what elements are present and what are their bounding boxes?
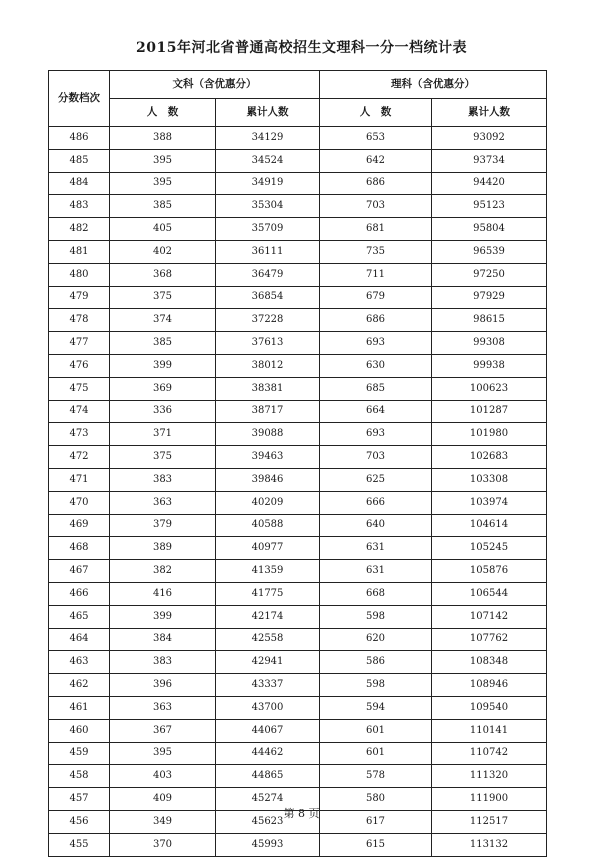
wen-cumulative-cell: 41359 bbox=[216, 560, 320, 583]
wen-count-cell: 363 bbox=[110, 696, 216, 719]
wen-count-cell: 396 bbox=[110, 674, 216, 697]
score-table bbox=[48, 70, 547, 857]
wen-count-cell: 395 bbox=[110, 742, 216, 765]
table-row bbox=[49, 514, 547, 537]
table-row bbox=[49, 674, 547, 697]
score-cell: 475 bbox=[49, 377, 110, 400]
score-cell: 468 bbox=[49, 537, 110, 560]
table-header bbox=[49, 71, 547, 127]
li-count-cell: 620 bbox=[320, 628, 432, 651]
wen-cumulative-cell: 40977 bbox=[216, 537, 320, 560]
li-cumulative-cell: 108348 bbox=[432, 651, 547, 674]
wen-group-header: 文科（含优惠分） bbox=[110, 71, 320, 99]
wen-count-cell: 370 bbox=[110, 833, 216, 856]
wen-count-cell: 375 bbox=[110, 286, 216, 309]
wen-cumulative-cell: 44067 bbox=[216, 719, 320, 742]
li-count-cell: 625 bbox=[320, 468, 432, 491]
li-count-cell: 642 bbox=[320, 149, 432, 172]
li-group-header: 理科（含优惠分） bbox=[320, 71, 547, 99]
li-cumulative-cell: 110141 bbox=[432, 719, 547, 742]
wen-count-cell: 384 bbox=[110, 628, 216, 651]
score-cell: 485 bbox=[49, 149, 110, 172]
wen-cumulative-cell: 40209 bbox=[216, 491, 320, 514]
wen-cumulative-cell: 37613 bbox=[216, 332, 320, 355]
table-row bbox=[49, 651, 547, 674]
wen-cumulative-cell: 34524 bbox=[216, 149, 320, 172]
table-row bbox=[49, 742, 547, 765]
table-row bbox=[49, 537, 547, 560]
li-cumulative-cell: 106544 bbox=[432, 582, 547, 605]
li-count-cell: 686 bbox=[320, 172, 432, 195]
score-cell: 480 bbox=[49, 263, 110, 286]
score-cell: 483 bbox=[49, 195, 110, 218]
li-count-cell: 640 bbox=[320, 514, 432, 537]
wen-cumulative-cell: 36479 bbox=[216, 263, 320, 286]
li-cumulative-cell: 95123 bbox=[432, 195, 547, 218]
wen-cumulative-cell: 45623 bbox=[216, 810, 320, 833]
wen-count-cell: 336 bbox=[110, 400, 216, 423]
li-cumulative-cell: 100623 bbox=[432, 377, 547, 400]
li-count-cell: 703 bbox=[320, 195, 432, 218]
score-cell: 474 bbox=[49, 400, 110, 423]
li-count-cell: 586 bbox=[320, 651, 432, 674]
wen-cumulative-cell: 34919 bbox=[216, 172, 320, 195]
wen-count-cell: 383 bbox=[110, 651, 216, 674]
li-count-cell: 664 bbox=[320, 400, 432, 423]
score-cell: 464 bbox=[49, 628, 110, 651]
score-cell: 466 bbox=[49, 582, 110, 605]
table-row bbox=[49, 468, 547, 491]
wen-cumulative-cell: 35709 bbox=[216, 218, 320, 241]
page-title: 2015年河北省普通高校招生文理科一分一档统计表 bbox=[136, 40, 467, 56]
wen-count-cell: 363 bbox=[110, 491, 216, 514]
li-count-cell: 580 bbox=[320, 788, 432, 811]
li-count-cell: 693 bbox=[320, 332, 432, 355]
table-row bbox=[49, 605, 547, 628]
wen-cumulative-cell: 38012 bbox=[216, 354, 320, 377]
wen-count-cell: 374 bbox=[110, 309, 216, 332]
wen-count-cell: 399 bbox=[110, 354, 216, 377]
li-cumulative-cell: 109540 bbox=[432, 696, 547, 719]
wen-cumulative-cell: 43700 bbox=[216, 696, 320, 719]
wen-count-cell: 379 bbox=[110, 514, 216, 537]
table-row bbox=[49, 218, 547, 241]
li-count-cell: 668 bbox=[320, 582, 432, 605]
wen-count-cell: 403 bbox=[110, 765, 216, 788]
table-row bbox=[49, 127, 547, 150]
li-count-cell: 679 bbox=[320, 286, 432, 309]
wen-count-header: 人 数 bbox=[110, 99, 216, 127]
wen-count-cell: 383 bbox=[110, 468, 216, 491]
score-cell: 459 bbox=[49, 742, 110, 765]
score-cell: 471 bbox=[49, 468, 110, 491]
score-cell: 458 bbox=[49, 765, 110, 788]
li-count-cell: 686 bbox=[320, 309, 432, 332]
score-cell: 469 bbox=[49, 514, 110, 537]
li-cumulative-cell: 105876 bbox=[432, 560, 547, 583]
li-cumulative-cell: 103974 bbox=[432, 491, 547, 514]
li-cumulative-cell: 104614 bbox=[432, 514, 547, 537]
li-count-cell: 598 bbox=[320, 605, 432, 628]
score-cell: 456 bbox=[49, 810, 110, 833]
li-cumulative-cell: 93734 bbox=[432, 149, 547, 172]
li-count-cell: 666 bbox=[320, 491, 432, 514]
wen-count-cell: 369 bbox=[110, 377, 216, 400]
table-row bbox=[49, 195, 547, 218]
score-column-header: 分数档次 bbox=[49, 71, 110, 127]
li-count-cell: 685 bbox=[320, 377, 432, 400]
li-cumulative-cell: 94420 bbox=[432, 172, 547, 195]
table-row bbox=[49, 240, 547, 263]
li-cumulative-cell: 101980 bbox=[432, 423, 547, 446]
table-body bbox=[49, 127, 547, 857]
li-cumulative-cell: 113132 bbox=[432, 833, 547, 856]
score-cell: 465 bbox=[49, 605, 110, 628]
page-number: 第 8 页 bbox=[283, 807, 320, 820]
li-cumulative-cell: 96539 bbox=[432, 240, 547, 263]
li-count-cell: 653 bbox=[320, 127, 432, 150]
li-cumulative-cell: 101287 bbox=[432, 400, 547, 423]
score-cell: 462 bbox=[49, 674, 110, 697]
score-cell: 486 bbox=[49, 127, 110, 150]
wen-count-cell: 409 bbox=[110, 788, 216, 811]
li-count-cell: 594 bbox=[320, 696, 432, 719]
li-count-cell: 598 bbox=[320, 674, 432, 697]
table-row bbox=[49, 582, 547, 605]
table-row bbox=[49, 286, 547, 309]
score-cell: 461 bbox=[49, 696, 110, 719]
wen-cumulative-cell: 45274 bbox=[216, 788, 320, 811]
wen-cumulative-cell: 34129 bbox=[216, 127, 320, 150]
wen-count-cell: 416 bbox=[110, 582, 216, 605]
li-cumulative-header: 累计人数 bbox=[432, 99, 547, 127]
li-count-cell: 601 bbox=[320, 719, 432, 742]
table-row bbox=[49, 628, 547, 651]
score-cell: 455 bbox=[49, 833, 110, 856]
li-cumulative-cell: 98615 bbox=[432, 309, 547, 332]
li-count-cell: 630 bbox=[320, 354, 432, 377]
wen-count-cell: 375 bbox=[110, 446, 216, 469]
li-cumulative-cell: 93092 bbox=[432, 127, 547, 150]
wen-cumulative-cell: 42941 bbox=[216, 651, 320, 674]
score-cell: 463 bbox=[49, 651, 110, 674]
wen-cumulative-cell: 44865 bbox=[216, 765, 320, 788]
table-row bbox=[49, 332, 547, 355]
table-row bbox=[49, 400, 547, 423]
wen-cumulative-cell: 36854 bbox=[216, 286, 320, 309]
wen-count-cell: 402 bbox=[110, 240, 216, 263]
wen-count-cell: 405 bbox=[110, 218, 216, 241]
score-cell: 479 bbox=[49, 286, 110, 309]
li-cumulative-cell: 103308 bbox=[432, 468, 547, 491]
li-count-header: 人 数 bbox=[320, 99, 432, 127]
li-count-cell: 693 bbox=[320, 423, 432, 446]
li-cumulative-cell: 97929 bbox=[432, 286, 547, 309]
score-cell: 460 bbox=[49, 719, 110, 742]
li-count-cell: 631 bbox=[320, 560, 432, 583]
wen-count-cell: 385 bbox=[110, 332, 216, 355]
wen-cumulative-cell: 40588 bbox=[216, 514, 320, 537]
wen-count-cell: 382 bbox=[110, 560, 216, 583]
wen-cumulative-cell: 42558 bbox=[216, 628, 320, 651]
li-count-cell: 681 bbox=[320, 218, 432, 241]
score-cell: 476 bbox=[49, 354, 110, 377]
table-row bbox=[49, 560, 547, 583]
li-cumulative-cell: 110742 bbox=[432, 742, 547, 765]
wen-count-cell: 389 bbox=[110, 537, 216, 560]
li-count-cell: 578 bbox=[320, 765, 432, 788]
score-cell: 467 bbox=[49, 560, 110, 583]
table-row bbox=[49, 172, 547, 195]
score-cell: 472 bbox=[49, 446, 110, 469]
li-count-cell: 617 bbox=[320, 810, 432, 833]
wen-count-cell: 385 bbox=[110, 195, 216, 218]
wen-cumulative-cell: 45993 bbox=[216, 833, 320, 856]
li-count-cell: 711 bbox=[320, 263, 432, 286]
li-cumulative-cell: 99308 bbox=[432, 332, 547, 355]
score-cell: 481 bbox=[49, 240, 110, 263]
wen-cumulative-cell: 42174 bbox=[216, 605, 320, 628]
li-cumulative-cell: 105245 bbox=[432, 537, 547, 560]
wen-count-cell: 395 bbox=[110, 149, 216, 172]
li-cumulative-cell: 108946 bbox=[432, 674, 547, 697]
table-row bbox=[49, 833, 547, 856]
li-cumulative-cell: 112517 bbox=[432, 810, 547, 833]
score-cell: 478 bbox=[49, 309, 110, 332]
wen-cumulative-cell: 35304 bbox=[216, 195, 320, 218]
wen-count-cell: 399 bbox=[110, 605, 216, 628]
li-count-cell: 735 bbox=[320, 240, 432, 263]
table-row bbox=[49, 263, 547, 286]
wen-cumulative-cell: 39088 bbox=[216, 423, 320, 446]
table-row bbox=[49, 765, 547, 788]
table-row bbox=[49, 309, 547, 332]
li-cumulative-cell: 107762 bbox=[432, 628, 547, 651]
wen-cumulative-cell: 39846 bbox=[216, 468, 320, 491]
score-cell: 482 bbox=[49, 218, 110, 241]
score-cell: 477 bbox=[49, 332, 110, 355]
li-cumulative-cell: 95804 bbox=[432, 218, 547, 241]
wen-count-cell: 368 bbox=[110, 263, 216, 286]
li-count-cell: 631 bbox=[320, 537, 432, 560]
score-cell: 484 bbox=[49, 172, 110, 195]
score-cell: 470 bbox=[49, 491, 110, 514]
table-row bbox=[49, 446, 547, 469]
li-count-cell: 703 bbox=[320, 446, 432, 469]
table-row bbox=[49, 423, 547, 446]
table-row bbox=[49, 491, 547, 514]
li-cumulative-cell: 97250 bbox=[432, 263, 547, 286]
wen-cumulative-cell: 39463 bbox=[216, 446, 320, 469]
li-cumulative-cell: 102683 bbox=[432, 446, 547, 469]
li-count-cell: 601 bbox=[320, 742, 432, 765]
table-row bbox=[49, 719, 547, 742]
wen-cumulative-cell: 36111 bbox=[216, 240, 320, 263]
wen-cumulative-cell: 44462 bbox=[216, 742, 320, 765]
wen-count-cell: 371 bbox=[110, 423, 216, 446]
table-row bbox=[49, 377, 547, 400]
table-row bbox=[49, 354, 547, 377]
li-cumulative-cell: 107142 bbox=[432, 605, 547, 628]
li-cumulative-cell: 111900 bbox=[432, 788, 547, 811]
wen-count-cell: 349 bbox=[110, 810, 216, 833]
wen-count-cell: 395 bbox=[110, 172, 216, 195]
table-row bbox=[49, 149, 547, 172]
wen-cumulative-cell: 41775 bbox=[216, 582, 320, 605]
wen-count-cell: 367 bbox=[110, 719, 216, 742]
score-cell: 473 bbox=[49, 423, 110, 446]
score-cell: 457 bbox=[49, 788, 110, 811]
table-row bbox=[49, 696, 547, 719]
wen-cumulative-cell: 38381 bbox=[216, 377, 320, 400]
li-cumulative-cell: 111320 bbox=[432, 765, 547, 788]
li-count-cell: 615 bbox=[320, 833, 432, 856]
wen-cumulative-header: 累计人数 bbox=[216, 99, 320, 127]
wen-count-cell: 388 bbox=[110, 127, 216, 150]
wen-cumulative-cell: 37228 bbox=[216, 309, 320, 332]
li-cumulative-cell: 99938 bbox=[432, 354, 547, 377]
wen-cumulative-cell: 43337 bbox=[216, 674, 320, 697]
wen-cumulative-cell: 38717 bbox=[216, 400, 320, 423]
